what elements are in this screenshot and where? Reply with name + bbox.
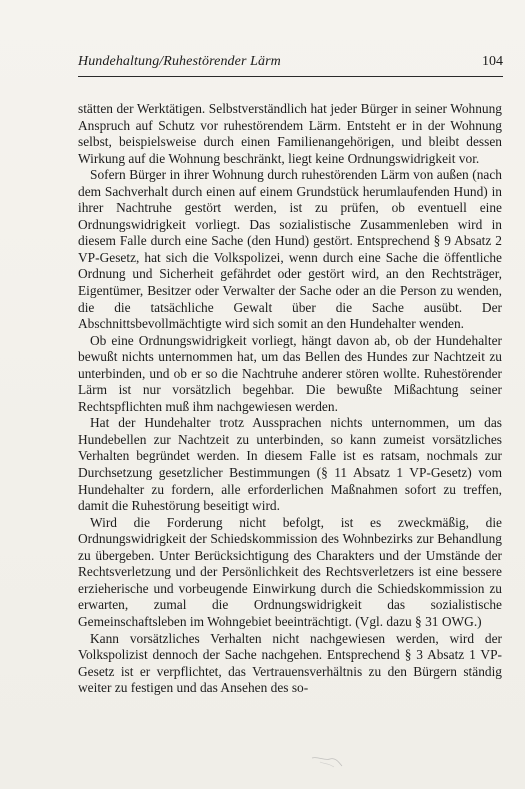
paragraph: Sofern Bürger in ihrer Wohnung durch ruhestörenden Lärm von außen (nach dem Sachverhalt durch einen auf einem Grundstück herumlaufenden Hund) in ihrer Nachtruhe gestört werden, ist zu prüfen, ob eventuell eine Ordnungswidrigkeit vorliegt. Das sozialistische Zusammenleben wird in diesem Falle durch eine Sache (den Hund) gestört. Entsprechend § 9 Absatz 2 VP-Gesetz, hat sich die Volkspolizei, wenn durch eine Sache die öffentliche Ordnung und Sicherheit gefährdet oder gestört wird, an den Rechtsträger, Eigentümer, Besitzer oder Verwalter der Sache oder an die Person zu wenden, die die tatsächliche Gewalt über die Sache ausübt. Der Abschnittsbevollmächtigte wird sich somit an den Hundehalter wenden. [78,167,502,332]
paragraph: Hat der Hundehalter trotz Aussprachen nichts unternommen, um das Hundebellen zur Nachtzeit zu unterbinden, so kann zumeist vorsätzliches Verhalten begründet werden. In diesem Falle ist es ratsam, nochmals zur Durchsetzung gesetzlicher Bestimmungen (§ 11 Absatz 1 VP-Gesetz) vom Hundehalter zu fordern, alle erforderlichen Maßnahmen sofort zu treffen, damit die Ruhestörung beseitigt wird. [78,415,502,514]
running-title: Hundehaltung/Ruhestörender Lärm [78,54,281,69]
paragraph: Wird die Forderung nicht befolgt, ist es zweckmäßig, die Ordnungswidrigkeit der Schiedskommission des Wohnbezirks zur Behandlung zu übergeben. Unter Berücksichtigung des Charakters und der Umstände der Rechtsverletzung und der Persönlichkeit des Rechtsverletzers ist eine bessere erzieherische und vorbeugende Einwirkung durch die Schiedskommission zu erwarten, zumal die Ordnungswidrigkeit das sozialistische Gemeinschaftsleben im Wohngebiet beeinträchtigt. (Vgl. dazu § 31 OWG.) [78,514,502,629]
paragraph: Kann vorsätzliches Verhalten nicht nachgewiesen werden, wird der Volkspolizist dennoch der Sache nachgehen. Entsprechend § 3 Absatz 1 VP-Gesetz ist er verpflichtet, das Vertrauensverhältnis zu den Bürgern ständig weiter zu festigen und das Ansehen des so- [78,630,502,696]
ink-smudge [310,752,344,770]
running-header [78,54,503,74]
page-number: 104 [482,54,503,69]
paragraph: Ob eine Ordnungswidrigkeit vorliegt, hängt davon ab, ob der Hundehalter bewußt nichts unternommen hat, um das Bellen des Hundes zur Nachtzeit zu unterbinden, und ob er so die Nachtruhe anderer stören wollte. Ruhestörender Lärm ist nur vorsätzlich begehbar. Die bewußte Mißachtung seiner Rechtspflichten muß ihm nachgewiesen werden. [78,332,502,414]
paragraph: stätten der Werktätigen. Selbstverständlich hat jeder Bürger in seiner Wohnung Anspruch auf Schutz vor ruhestörendem Lärm. Entsteht er in der Wohnung selbst, beispielsweise durch einen Familienangehörigen, und bleibt dessen Wirkung auf die Wohnung beschränkt, liegt keine Ordnungswidrigkeit vor. [78,101,502,166]
body-text [78,101,502,697]
header-rule [78,76,503,77]
